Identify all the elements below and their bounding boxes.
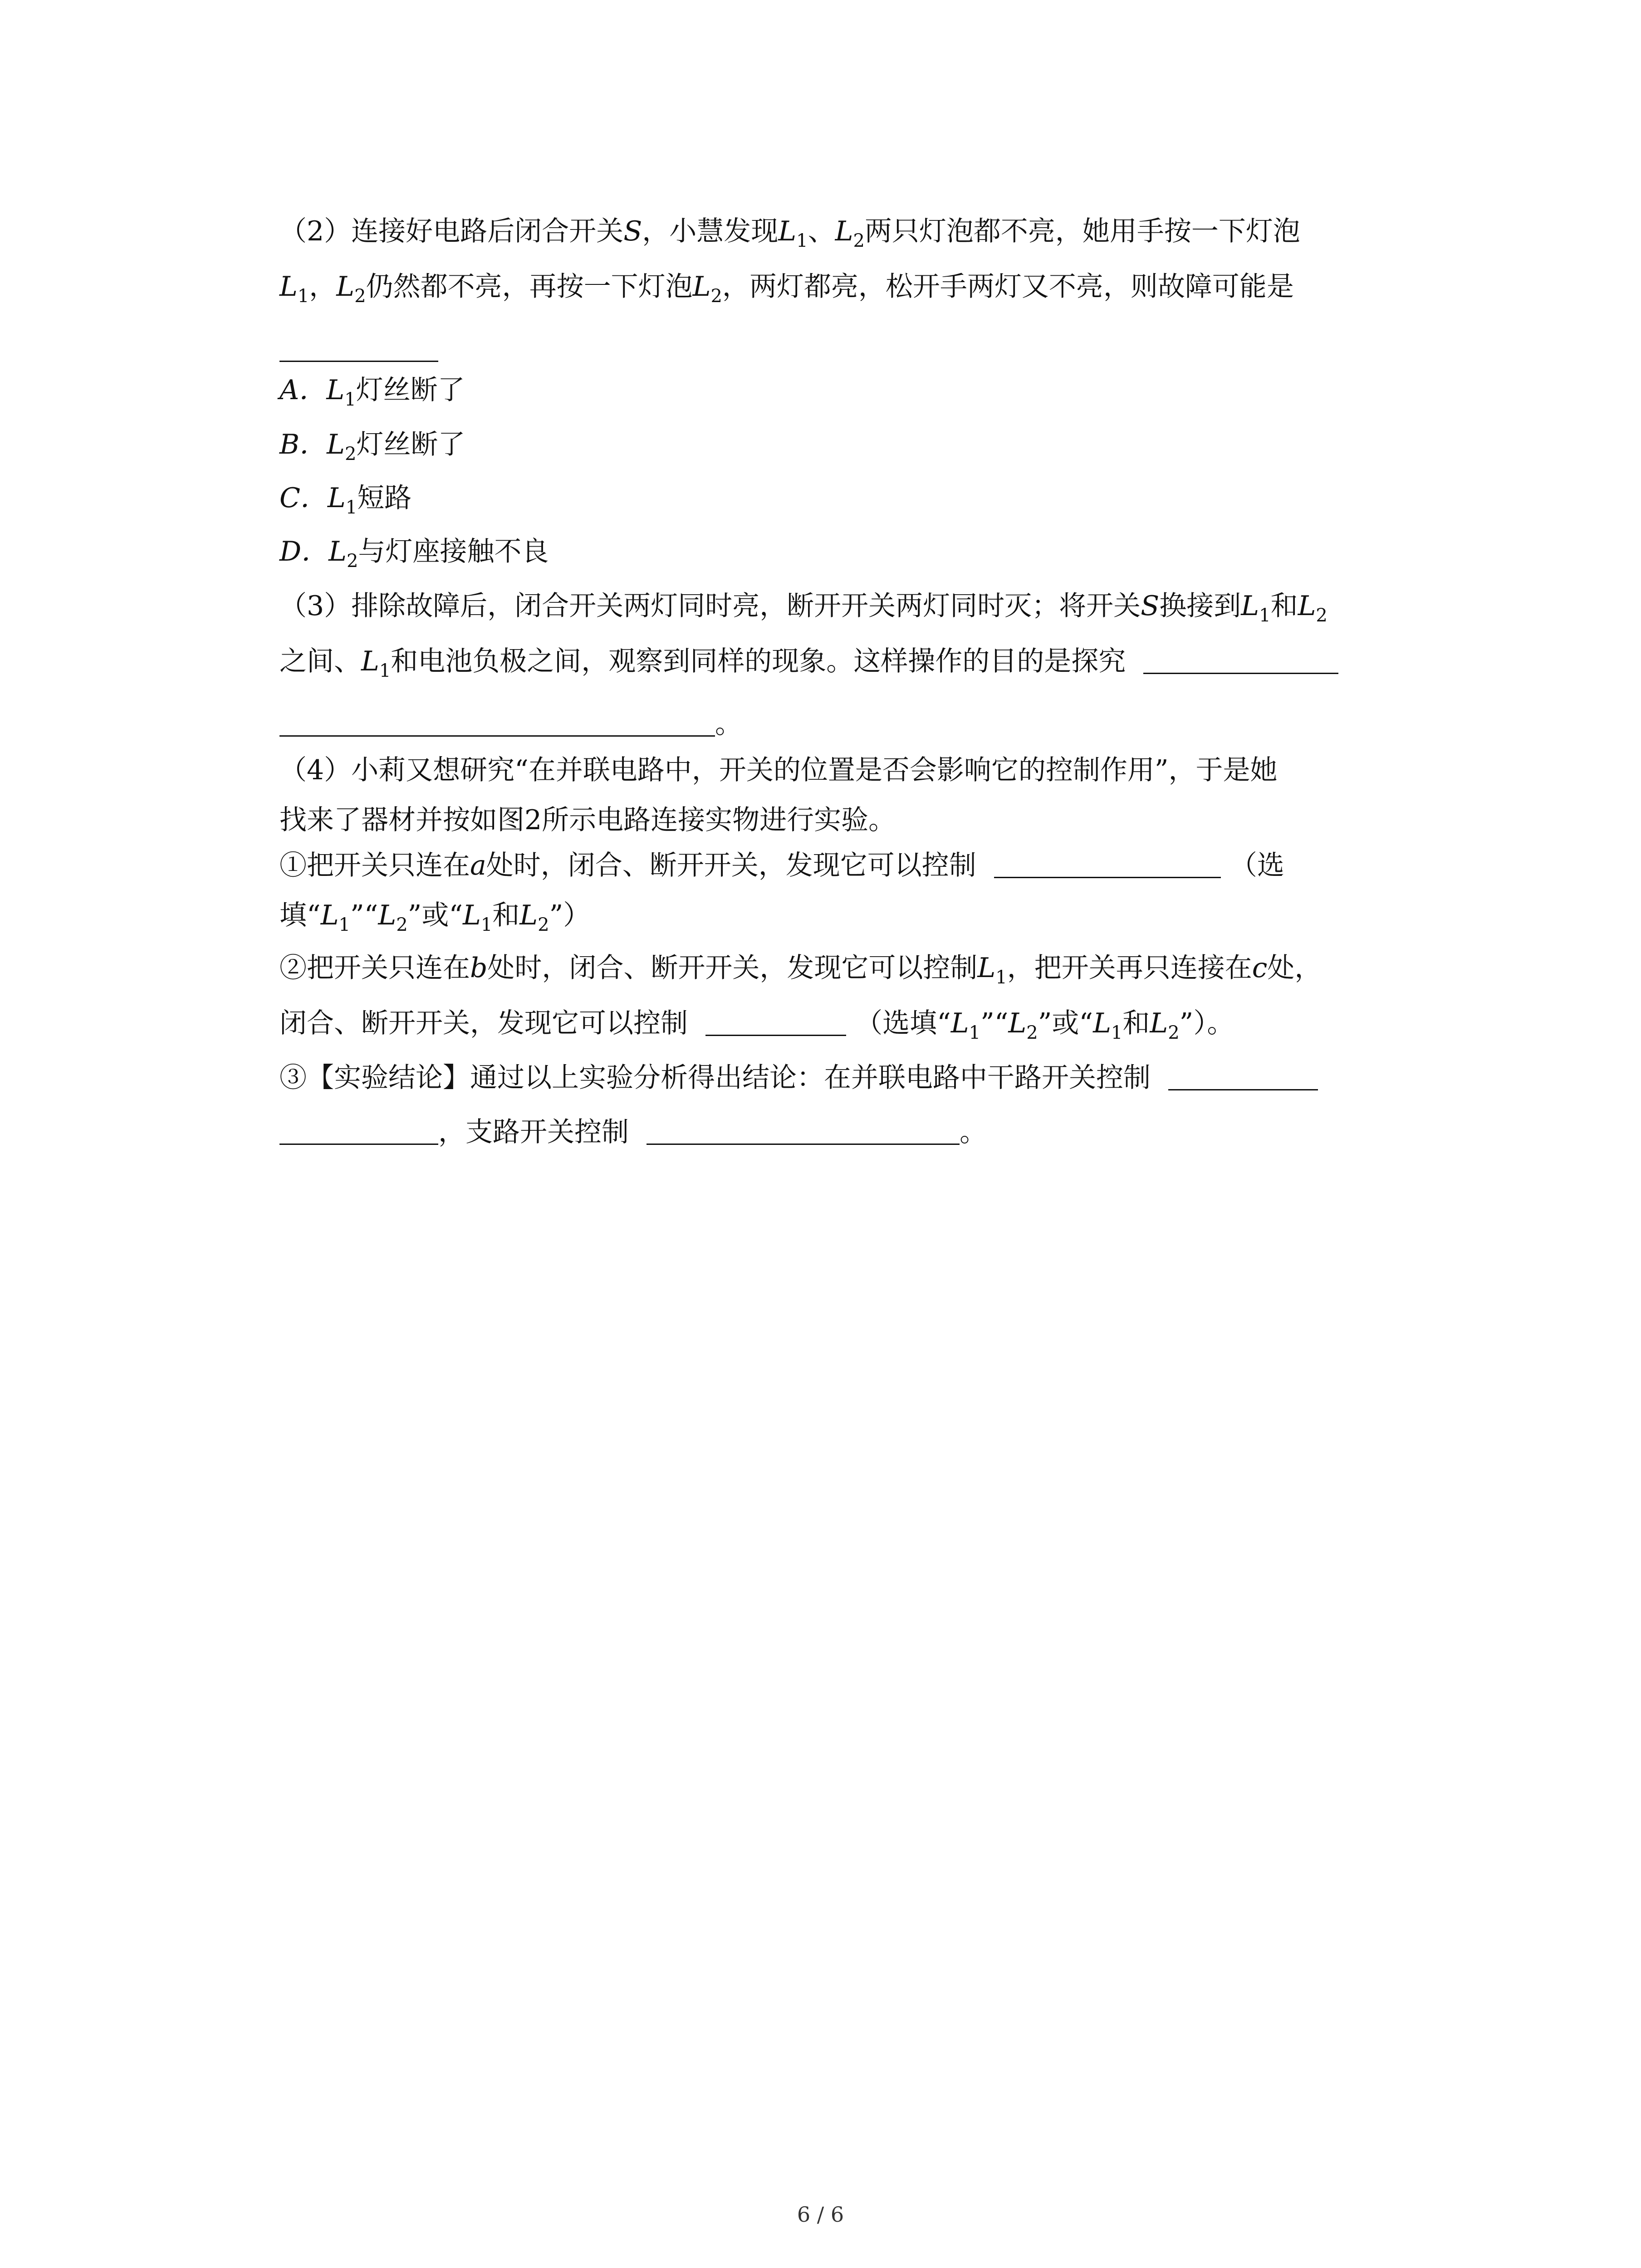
q4-part2-blank[interactable]	[705, 1006, 846, 1036]
q4-part3-line-1: ③【实验结论】通过以上实验分析得出结论：在并联电路中干路开关控制	[279, 1060, 1318, 1096]
q2-answer-line[interactable]	[279, 331, 438, 367]
q4-part2-line-1: ②把开关只连在b处时，闭合、断开开关，发现它可以控制$L_1$，把开关再只连接在c处，	[279, 952, 1322, 988]
q3-line-2: 之间、$L_1$和电池负极之间，观察到同样的现象。这样操作的目的是探究	[279, 643, 1338, 679]
q2-option-a: A．$L_1$灯丝断了	[279, 374, 465, 410]
q4-part3-blank-2[interactable]	[647, 1114, 960, 1145]
q4-part1-blank[interactable]	[994, 848, 1221, 878]
q3-blank-1[interactable]	[1143, 644, 1338, 674]
q4-intro-2: 找来了器材并按如图2所示电路连接实物进行实验。	[279, 804, 896, 836]
q4-part3-blank-1[interactable]	[1168, 1060, 1318, 1090]
q2-line-2: $L_1$，$L_2$仍然都不亮，再按一下灯泡$L_2$，两灯都亮，松开手两灯又不亮，则故障可能是	[279, 271, 1294, 307]
page-number: 6 / 6	[797, 2202, 844, 2227]
q4-part1-line-2: 填“$L_1”“L_2$”或“$L_1$和$L_2$”）	[279, 899, 591, 935]
q4-part2-line-2: 闭合、断开开关，发现它可以控制 （选填“$L_1”“L_2$”或“$L_1$和$L_2$”）。	[279, 1005, 1234, 1041]
q2-option-b: B．$L_2$灯丝断了	[279, 429, 465, 464]
q2-line-1: （2）连接好电路后闭合开关S，小慧发现$L_1$、$L_2$两只灯泡都不亮，她用手按一下灯泡	[279, 215, 1300, 251]
q3-line-3: 。	[279, 706, 742, 742]
q2-option-d: D．$L_2$与灯座接触不良	[279, 536, 549, 572]
q2-answer-blank[interactable]	[279, 332, 438, 362]
q4-intro-1: （4）小莉又想研究“在并联电路中，开关的位置是否会影响它的控制作用”，于是她	[279, 754, 1278, 786]
q4-part3-line-2: ，支路开关控制 。	[279, 1114, 987, 1150]
q4-part3-blank-1-cont[interactable]	[279, 1114, 438, 1145]
q2-option-c: C．$L_1$短路	[279, 482, 412, 518]
q4-part1-line-1: ①把开关只连在a处时，闭合、断开开关，发现它可以控制 （选	[279, 847, 1284, 884]
q3-line-1: （3）排除故障后，闭合开关两灯同时亮，断开开关两灯同时灭；将开关S换接到$L_1$和$L_2$	[279, 590, 1327, 626]
q3-blank-2[interactable]	[279, 706, 715, 737]
